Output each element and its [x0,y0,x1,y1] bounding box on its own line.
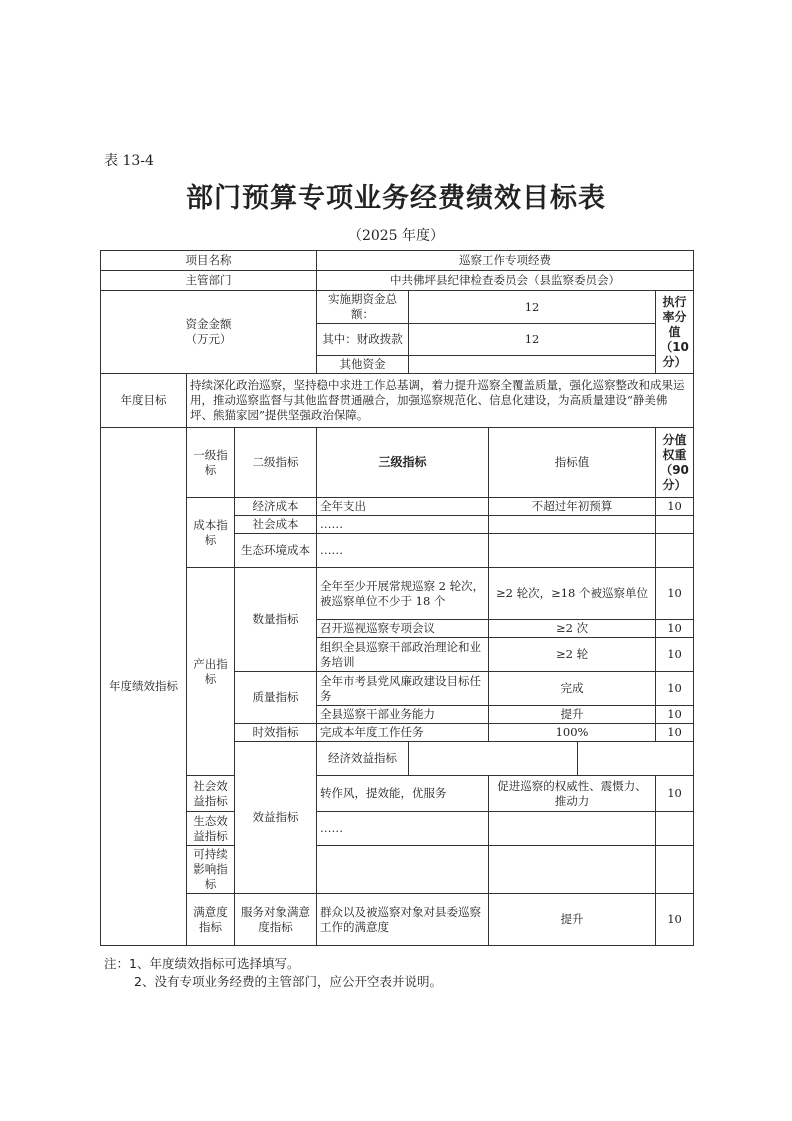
satisfaction-l2: 服务对象满意度指标 [235,894,317,946]
performance-table [100,250,694,946]
quantity-l3: 召开巡视巡察专项会议 [317,620,489,638]
cost-value: 不超过年初预算 [489,498,656,516]
time-label: 时效指标 [235,724,317,742]
year-subtitle: （2025 年度） [347,228,445,244]
quality-value: 完成 [489,672,656,706]
quantity-weight: 10 [656,638,694,672]
quantity-weight: 10 [656,620,694,638]
quantity-value: ≥2 次 [489,620,656,638]
cost-l3: …… [317,516,489,534]
quantity-value: ≥2 轮次，≥18 个被巡察单位 [489,568,656,620]
note-line: 2、没有专项业务经费的主管部门，应公开空表并说明。 [134,974,442,989]
time-weight: 10 [656,724,694,742]
cost-l2: 经济成本 [235,498,317,516]
satisfaction-l3: 群众以及被巡察对象对县委巡察工作的满意度 [317,894,489,946]
benefit-l3: 转作风，提效能，优服务 [317,776,489,812]
indicator-group-label: 年度绩效指标 [101,428,187,946]
note-line: 注：1、年度绩效指标可选择填写。 [104,956,300,971]
header-value: 指标值 [489,428,656,498]
quality-l3: 全年市考县党风廉政建设目标任务 [317,672,489,706]
time-l3: 完成本年度工作任务 [317,724,489,742]
cost-value [489,534,656,568]
funds-label: 资金金额 （万元） [101,291,317,374]
quantity-weight: 10 [656,568,694,620]
cost-label: 成本指标 [187,498,235,568]
quality-l3: 全县巡察干部业务能力 [317,706,489,724]
benefit-l2: 社会效益指标 [187,776,235,812]
header-weight: 分值权重（90分） [656,428,694,498]
quality-label: 质量指标 [235,672,317,724]
benefit-label: 效益指标 [235,742,317,894]
exec-rate-label: 执行率分值（10分） [656,291,694,374]
project-name-label: 项目名称 [101,251,317,271]
cost-l3: 全年支出 [317,498,489,516]
funds-total-value: 12 [409,291,656,324]
benefit-l2: 经济效益指标 [317,742,409,776]
cost-l2: 社会成本 [235,516,317,534]
quality-weight: 10 [656,706,694,724]
cost-l2: 生态环境成本 [235,534,317,568]
annual-goal-text: 持续深化政治巡察，坚持稳中求进工作总基调，着力提升巡察全覆盖质量，强化巡察整改和成果运用，推动巡察监督与其他监督贯通融合，加强巡察规范化、信息化建设，为高质量建设“静美佛坪、熊猫家园”提供坚强政治保障。 [187,374,694,428]
benefit-value [489,846,656,894]
table-number: 表 13-4 [104,153,154,169]
satisfaction-label: 满意度指标 [187,894,235,946]
cost-l3: …… [317,534,489,568]
header-l1: 一级指标 [187,428,235,498]
quantity-l3: 全年至少开展常规巡察 2 轮次，被巡察单位不少于 18 个 [317,568,489,620]
satisfaction-value: 提升 [489,894,656,946]
benefit-weight [656,846,694,894]
benefit-l2: 生态效益指标 [187,812,235,846]
funds-fiscal-value: 12 [409,324,656,356]
time-value: 100% [489,724,656,742]
quality-value: 提升 [489,706,656,724]
cost-value [489,516,656,534]
cost-weight [656,516,694,534]
benefit-weight: 10 [656,776,694,812]
page-title: 部门预算专项业务经费绩效目标表 [186,183,606,214]
header-l2: 二级指标 [235,428,317,498]
quantity-label: 数量指标 [235,568,317,672]
quality-weight: 10 [656,672,694,706]
benefit-l3 [317,846,489,894]
satisfaction-weight: 10 [656,894,694,946]
benefit-weight [656,812,694,846]
quantity-value: ≥2 轮 [489,638,656,672]
annual-goal-label: 年度目标 [101,374,187,428]
funds-total-label: 实施期资金总额： [317,291,409,324]
cost-weight [656,534,694,568]
dept-label: 主管部门 [101,271,317,291]
output-label: 产出指标 [187,568,235,776]
benefit-value [489,812,656,846]
dept-value: 中共佛坪县纪律检查委员会（县监察委员会） [317,271,694,291]
benefit-value: 促进巡察的权威性、震慑力、推动力 [489,776,656,812]
funds-other-label: 其他资金 [317,356,409,374]
project-name-value: 巡察工作专项经费 [317,251,694,271]
cost-weight: 10 [656,498,694,516]
benefit-l3 [409,742,578,776]
benefit-l3: …… [317,812,489,846]
funds-fiscal-label: 其中：财政拨款 [317,324,409,356]
header-l3: 三级指标 [317,428,489,498]
quantity-l3: 组织全县巡察干部政治理论和业务培训 [317,638,489,672]
funds-other-value [409,356,656,374]
benefit-value [578,742,694,776]
notes [104,955,442,991]
benefit-l2: 可持续影响指标 [187,846,235,894]
